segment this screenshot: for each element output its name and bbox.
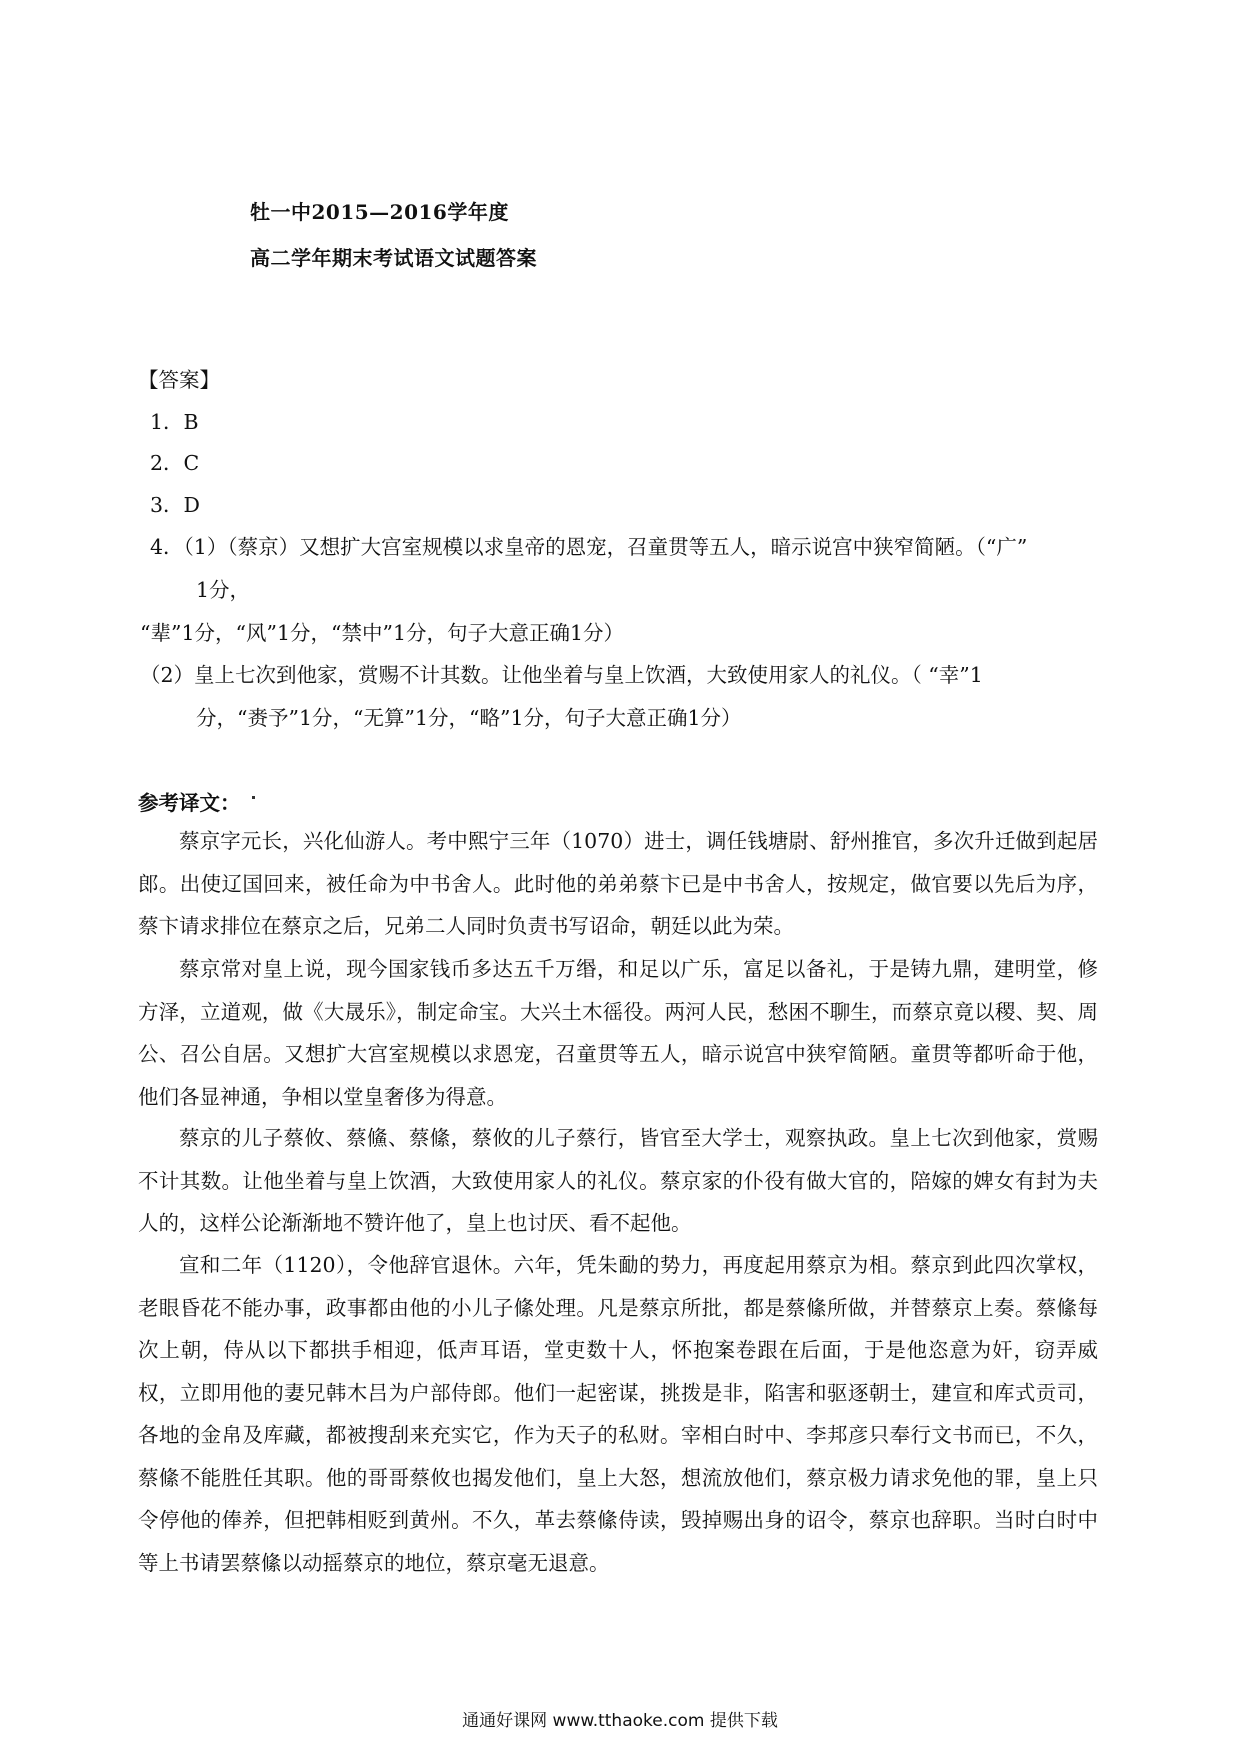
document-title-line1: 牡一中2015—2016学年度 xyxy=(250,200,509,224)
answer-1: 1．B xyxy=(150,410,199,434)
answer-2: 2．C xyxy=(150,451,200,475)
translation-paragraph: 蔡京的儿子蔡攸、蔡鯈、蔡絛，蔡攸的儿子蔡行，皆官至大学士，观察执政。皇上七次到他家，赏赐不计其数。让他坐着与皇上饮酒，大致使用家人的礼仪。蔡京家的仆役有做大官的，陪嫁的婢女有封为夫人的，这样公论渐渐地不赞许他了，皇上也讨厌、看不起他。 xyxy=(138,1126,1098,1235)
document-title-line2: 高二学年期末考试语文试题答案 xyxy=(250,246,537,270)
answer-4-line2: 1分， xyxy=(196,578,251,602)
stray-dot xyxy=(252,796,255,799)
answer-4-line5: 分，“赉予”1分，“无算”1分，“略”1分，句子大意正确1分） xyxy=(196,706,742,730)
answer-3: 3．D xyxy=(150,493,200,517)
translation-paragraph: 宣和二年（1120），令他辞官退休。六年，凭朱勔的势力，再度起用蔡京为相。蔡京到此四次掌权，老眼昏花不能办事，政事都由他的小儿子絛处理。凡是蔡京所批，都是蔡絛所做，并替蔡京上奏。蔡絛每次上朝，侍从以下都拱手相迎，低声耳语，堂吏数十人，怀抱案卷跟在后面，于是他恣意为奸，窃弄威权，立即用他的妻兄韩木吕为户部侍郎。他们一起密谋，挑拨是非，陷害和驱逐朝士，建宣和库式贡司，各地的金帛及库藏，都被搜刮来充实它，作为天子的私财。宰相白时中、李邦彦只奉行文书而已，不久，蔡絛不能胜任其职。他的哥哥蔡攸也揭发他们，皇上大怒，想流放他们，蔡京极力请求免他的罪，皇上只令停他的俸养，但把韩相贬到黄州。不久，革去蔡絛侍读，毁掉赐出身的诏令，蔡京也辞职。当时白时中等上书请罢蔡絛以动摇蔡京的地位，蔡京毫无退意。 xyxy=(138,1253,1098,1575)
answers-heading: 【答案】 xyxy=(138,368,220,392)
translation-paragraph: 蔡京常对皇上说，现今国家钱币多达五千万缗，和足以广乐，富足以备礼，于是铸九鼎，建明堂，修方泽，立道观，做《大晟乐》，制定命宝。大兴土木徭役。两河人民，愁困不聊生，而蔡京竟以稷、契、周公、召公自居。又想扩大宫室规模以求恩宠，召童贯等五人，暗示说宫中狭窄简陋。童贯等都听命于他，他们各显神通，争相以堂皇奢侈为得意。 xyxy=(138,957,1098,1109)
answer-4-line3: “辈”1分，“风”1分，“禁中”1分，句子大意正确1分） xyxy=(140,621,625,645)
footer-credit: 通通好课网 www.tthaoke.com 提供下载 xyxy=(462,1711,778,1731)
translation-heading: 参考译文： xyxy=(138,791,241,815)
answer-4-line4: （2）皇上七次到他家，赏赐不计其数。让他坐着与皇上饮酒，大致使用家人的礼仪。（ “幸”1 xyxy=(140,663,983,687)
answer-4-line1: 4．（1）（蔡京）又想扩大宫室规模以求皇帝的恩宠，召童贯等五人，暗示说宫中狭窄简陋。（“广” xyxy=(150,535,1028,559)
translation-paragraph: 蔡京字元长，兴化仙游人。考中熙宁三年（1070）进士，调任钱塘尉、舒州推官，多次升迁做到起居郎。出使辽国回来，被任命为中书舍人。此时他的弟弟蔡卞已是中书舍人，按规定，做官要以先后为序，蔡卞请求排位在蔡京之后，兄弟二人同时负责书写诏命，朝廷以此为荣。 xyxy=(138,829,1098,938)
